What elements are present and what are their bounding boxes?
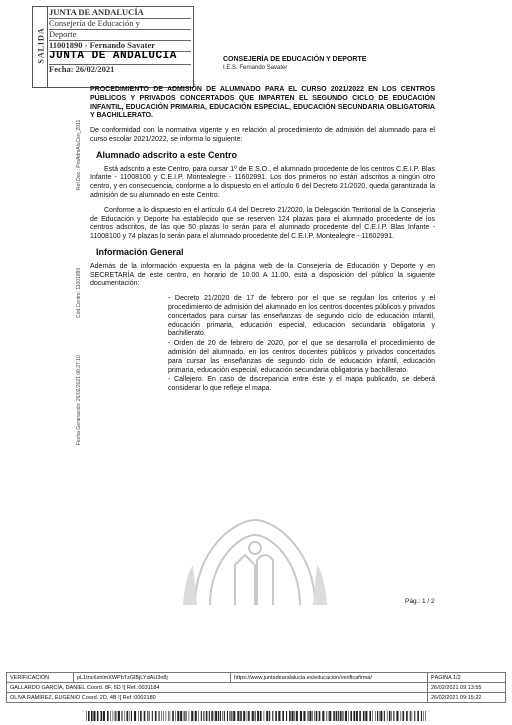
stamp-side-label: SALIDA	[33, 7, 48, 87]
section-adscrito-paragraph-2: Conforme a lo dispuesto en el artículo 6.4 del Decreto 21/2020, la Delegación Territorial de la Consejería de Educación y Deporte ha establecido que se reserven 124 plazas para el alumnado procedente de los centros adscritos, de las que 50 plazas lo serán para el alumnado procedente del C.E.I.P. Blas Infante - 11008100 y 74 plazas lo serán para el alumnado procedente del C.E.I.P. Montealegre - 11602991.	[90, 206, 435, 241]
side-fecha-generacion: Fecha Generación: 26/02/2021 08:27:10	[76, 355, 82, 445]
verification-url[interactable]: https://www.juntadeandalucia.es/educacion/verificafirma/	[231, 673, 428, 683]
registry-stamp	[32, 6, 194, 88]
barcode	[6, 710, 506, 722]
verification-label: VERIFICACIÓN	[7, 673, 74, 683]
signer-2-date: 26/02/2021 09:15:22	[428, 693, 506, 703]
page-number: Pág.: 1 / 2	[405, 598, 435, 605]
page-indicator: PÁGINA 1/2	[428, 673, 506, 683]
document-body	[90, 86, 435, 395]
signer-2: OLIVA RAMÍREZ, EUGENIO Coord. 2D, 4B ![ Ref.:0002180	[7, 693, 428, 703]
signer-1: GALLARDO GARCÍA, DANIEL Coord. 8F, 5D ![ Ref.:0031184	[7, 683, 428, 693]
section-adscrito-title: Alumnado adscrito a este Centro	[96, 149, 238, 160]
table-row	[7, 673, 506, 683]
stamp-dept-1: Consejería de Educación y	[49, 18, 191, 30]
stamp-date: Fecha: 26/02/2021	[49, 64, 115, 74]
stamp-center: 11001890 - Fernando Savater	[49, 40, 191, 52]
junta-logo-watermark	[175, 510, 335, 610]
list-item: - Callejero. En caso de discrepancia entre éste y el mapa publicado, se deberá considerar lo que refleje el mapa.	[168, 376, 435, 393]
verification-table	[6, 672, 506, 703]
list-item: - Orden de 20 de febrero de 2020, por el que se desarrolla el procedimiento de admisión del alumnado, en los centros docentes públicos y privados concertados para cursar las enseñanzas de segundo ciclo de educación infantil, educación primaria, educación especial, educación secundaria obligatoria y bachillerato.	[168, 340, 435, 374]
document-title: PROCEDIMIENTO DE ADMISIÓN DE ALUMNADO PARA EL CURSO 2021/2022 EN LOS CENTROS PÚBLICOS Y PRIVADOS CONCERTADOS QUE IMPARTEN EL SEGUNDO CICLO DE EDUCACIÓN INFANTIL, EDUCACIÓN PRIMARIA, EDUCACIÓN ESPECIAL, EDUCACIÓN SECUNDARIA OBLIGATORIA Y BACHILLERATO.	[90, 86, 435, 120]
stamp-dept-2: Deporte	[49, 29, 191, 41]
header-title: CONSEJERÍA DE EDUCACIÓN Y DEPORTE	[223, 56, 367, 63]
table-row	[7, 693, 506, 703]
intro-paragraph: De conformidad con la normativa vigente y en relación al procedimiento de admisión del alumnado para el curso escolar 2021/2022, se informa lo siguiente:	[90, 127, 435, 143]
section-adscrito-paragraph-1: Está adscrito a este Centro, para cursar 1º de E.S.O., el alumnado procedente de los centros C.E.I.P. Blas Infante - 11008100 y C.E.I.P. Montealegre - 11602991. Los dos primeros no están adscritos a ningún otro centro, y en consecuencia, conforme a lo dispuesto en el artículo 6 del Decreto 21/2020, queda garantizada la admisión de su alumnado en este Centro.	[90, 165, 435, 199]
signer-1-date: 26/02/2021 09:13:55	[428, 683, 506, 693]
header-subtitle: I.E.S. Fernando Savater	[223, 65, 288, 71]
section-general-paragraph: Además de la información expuesta en la página web de la Consejería de Educación y Deporte y en SECRETARÍA de este centro, en horario de 10.00 A 11.00, está a disposición del público la siguiente documentación:	[90, 262, 435, 288]
stamp-overprint: JUNTA DE ANDALUCIA	[49, 51, 191, 65]
stamp-org: JUNTA DE ANDALUCÍA	[49, 7, 191, 19]
side-ref-doc: Ref.Doc.: ProAdmAluCen_2011	[76, 119, 82, 190]
verification-code: pL1tnc6znlmXWPbTzGlBjLYdAU3n8j	[74, 673, 231, 683]
section-general-title: Información General	[96, 246, 184, 257]
documentation-list	[168, 295, 435, 394]
list-item: - Decreto 21/2020 de 17 de febrero por el que se regulan los criterios y el procedimiento de admisión del alumnado en los centros docentes públicos y privados concertados para cursar las enseñanzas de segundo ciclo de educación infantil, educación primaria, educación especial, educación secundaria obligatoria y bachillerato.	[168, 295, 435, 338]
side-cod-centro: Cód.Centro: 11001890	[76, 267, 82, 318]
table-row	[7, 683, 506, 693]
